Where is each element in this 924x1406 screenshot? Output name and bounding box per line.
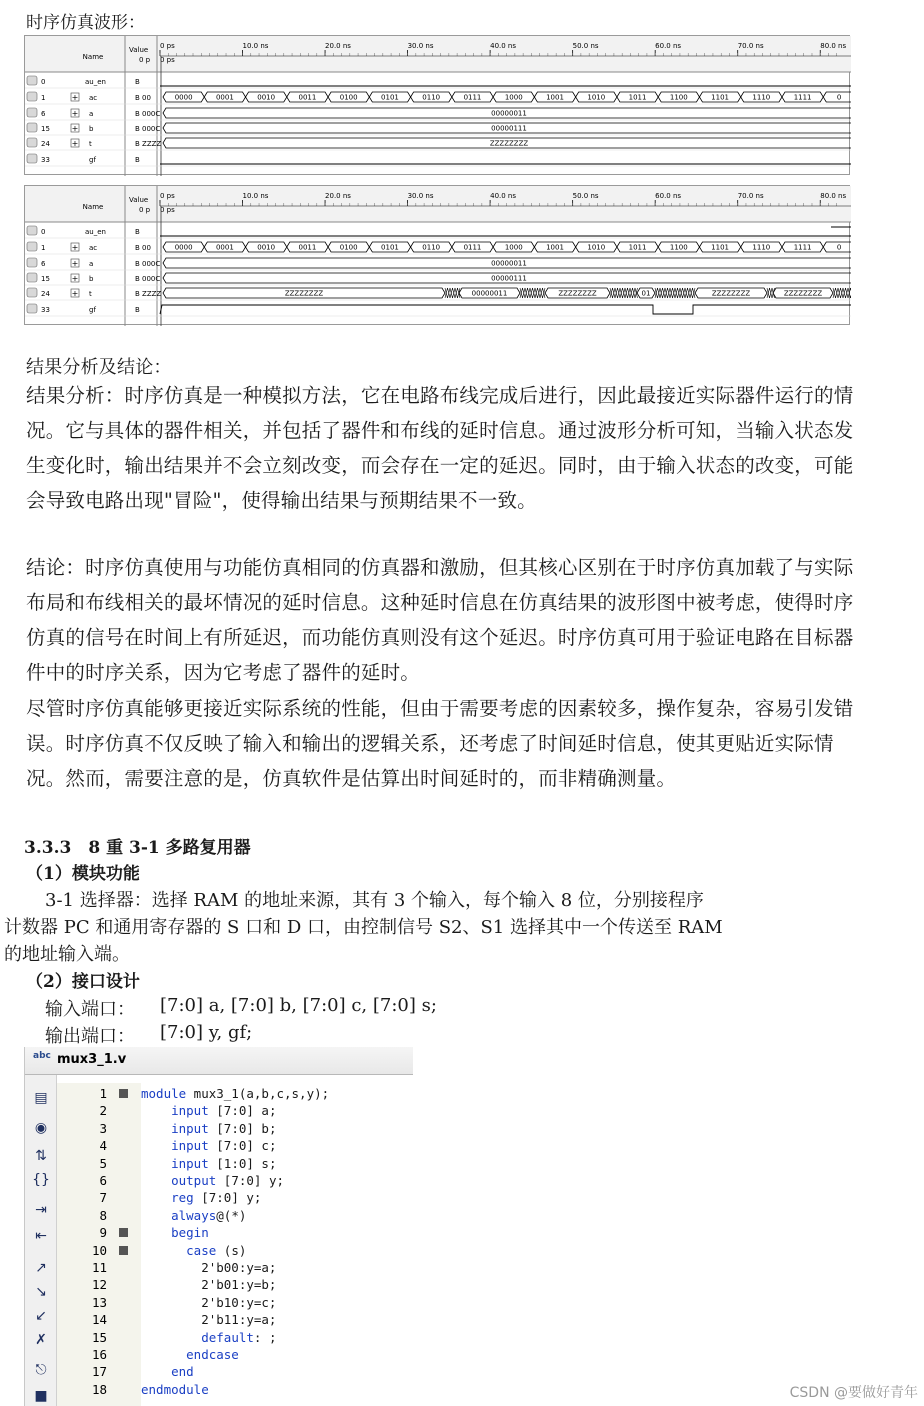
signal-type-icon: [27, 258, 37, 267]
function-line-3: 的地址输入端。: [4, 944, 130, 965]
analysis-heading: 结果分析及结论：: [26, 357, 172, 378]
cursor-time-label: 0 ps: [160, 206, 175, 214]
code-line: input [7:0] b;: [171, 1120, 277, 1136]
unindent-icon[interactable]: ⇤: [35, 1228, 47, 1244]
time-tick-label: 20.0 ns: [325, 192, 351, 200]
signal-value: B 00: [135, 244, 151, 252]
expand-plus: +: [71, 243, 79, 252]
signal-value: B: [135, 156, 140, 164]
time-tick-label: 50.0 ns: [572, 192, 599, 200]
bookmark-prev-icon[interactable]: ↙: [35, 1308, 47, 1324]
signal-value: B: [135, 306, 140, 314]
ac-bus-segment-label: 0100: [339, 243, 358, 252]
b-bus-label: 00000111: [491, 274, 527, 283]
waveform-header-bg: [25, 186, 851, 222]
signal-index: 6: [41, 260, 46, 268]
time-tick-label: 70.0 ns: [737, 192, 764, 200]
analysis-paragraph: 结果分析：时序仿真是一种模拟方法，它在电路布线完成后进行，因此最接近实际器件运行的情况。它与具体的器件相关，并包括了器件和布线的延时信息。通过波形分析可知，当输入状态发生变化时，输出结果并不会立刻改变，而会存在一定的延迟。同时，由于输入状态的改变，可能会导致电路出现"冒险"，使得输出结果与预期结果不一致。: [26, 384, 854, 512]
line-number: 9: [99, 1225, 107, 1241]
verilog-file-icon: abc: [33, 1051, 51, 1061]
time-tick-label: 10.0 ns: [242, 42, 269, 50]
signal-index: 24: [41, 290, 50, 298]
expand-plus: +: [71, 93, 79, 102]
signal-row: [27, 258, 160, 268]
editor-tab[interactable]: [25, 1047, 413, 1075]
ac-bus-segment-label: 1001: [546, 93, 564, 102]
signal-index: 0: [41, 228, 46, 236]
time-tick-label: 40.0 ns: [490, 192, 517, 200]
ac-bus-segment-label: 1010: [587, 243, 606, 252]
signal-type-icon: [27, 154, 37, 163]
function-line-2: 计数器 PC 和通用寄存器的 S 口和 D 口，由控制信号 S2、S1 选择其中一个传送至 RAM: [4, 917, 723, 938]
signal-row: [27, 138, 161, 148]
signal-name: au_en: [85, 78, 106, 86]
column-value-header: Value: [129, 196, 149, 204]
signal-type-icon: [27, 76, 37, 85]
ac-bus-segment-label: 0000: [174, 243, 193, 252]
signal-index: 15: [41, 275, 50, 283]
code-line: input [1:0] s;: [171, 1155, 277, 1171]
signal-name: t: [89, 290, 92, 298]
line-number: 6: [99, 1173, 107, 1188]
fold-toggle-icon[interactable]: [119, 1246, 128, 1255]
column-name-header: Name: [82, 53, 104, 61]
code-line: begin: [171, 1225, 209, 1241]
signal-row: [27, 76, 140, 86]
replace-icon[interactable]: ⇅: [35, 1148, 47, 1164]
line-number: 10: [91, 1242, 107, 1258]
ac-bus-segment-label: 1001: [546, 243, 564, 252]
code-editor: [24, 1047, 412, 1406]
t-bus-segment-label: 01: [641, 289, 651, 298]
expand-plus: +: [71, 139, 79, 148]
t-bus-label: ZZZZZZZZ: [489, 139, 529, 148]
signal-value: B 000C: [135, 110, 161, 118]
expand-plus: +: [71, 259, 79, 268]
signal-index: 33: [41, 306, 50, 314]
watermark: CSDN @要做好青年: [789, 1385, 918, 1401]
signal-index: 33: [41, 156, 50, 164]
signal-row: [27, 288, 161, 298]
ac-bus-segment-label: 0110: [422, 243, 441, 252]
line-number: 13: [91, 1294, 107, 1310]
signal-value: B ZZZZ: [135, 140, 162, 148]
time-tick-label: 0 ps: [160, 42, 175, 50]
signal-index: 0: [41, 78, 46, 86]
time-tick-label: 30.0 ns: [407, 192, 434, 200]
line-number: 17: [91, 1364, 107, 1380]
gf-waveform: [160, 305, 851, 314]
signal-name: ac: [89, 244, 98, 252]
signal-name: ac: [89, 94, 98, 102]
subsection-module-function: （1）模块功能: [26, 864, 140, 884]
line-number-gutter: [57, 1083, 141, 1406]
signal-index: 15: [41, 125, 50, 133]
ac-bus-segment-label: 0101: [381, 93, 399, 102]
ac-bus-segment-label: 1000: [504, 243, 523, 252]
line-number: 8: [99, 1207, 107, 1223]
bookmark-toggle-icon[interactable]: ↗: [35, 1260, 47, 1276]
time-tick-label: 80.0 ns: [820, 192, 847, 200]
brace-icon[interactable]: {}: [32, 1172, 50, 1188]
signal-value: B: [135, 228, 140, 236]
fold-toggle-icon[interactable]: [119, 1089, 128, 1098]
t-bus-segment-label: ZZZZZZZZ: [284, 289, 324, 298]
time-tick-label: 20.0 ns: [325, 42, 351, 50]
ac-bus-segment-label: 1011: [628, 243, 647, 252]
ac-bus-segment-label: 1110: [752, 243, 771, 252]
time-tick-label: 0 ps: [160, 192, 175, 200]
waveform-svg: [25, 36, 851, 176]
code-line: always@(*): [171, 1207, 247, 1223]
cursor-time-label: 0 ps: [160, 56, 175, 64]
time-tick-label: 50.0 ns: [572, 42, 599, 50]
code-line: end: [171, 1364, 194, 1380]
bookmark-next-icon[interactable]: ↘: [35, 1284, 47, 1300]
signal-row: [27, 123, 160, 133]
time-tick-label: 10.0 ns: [242, 192, 269, 200]
signal-value: B 00: [135, 94, 151, 102]
timing-waveform-2: [24, 185, 850, 325]
signal-row: [27, 108, 160, 118]
code-line: 2'b10:y=c;: [141, 1294, 277, 1310]
line-number: 18: [91, 1381, 107, 1397]
column-value-subheader: 0 p: [139, 206, 151, 214]
ac-bus-segment-label: 1111: [793, 93, 812, 102]
ac-bus-segment-label: 1100: [669, 93, 688, 102]
ac-bus-segment-label: 0000: [174, 93, 193, 102]
line-number: 12: [91, 1277, 107, 1293]
bookmark-clear-icon[interactable]: ✗: [35, 1332, 47, 1348]
code-line: 2'b11:y=a;: [141, 1312, 277, 1328]
conclusion-paragraph-2: 尽管时序仿真能够更接近实际系统的性能，但由于需要考虑的因素较多，操作复杂，容易引发错误。时序仿真不仅反映了输入和输出的逻辑关系，还考虑了时间延时信息，使其更贴近实际情况。然而，需要注意的是，仿真软件是估算出时间延时的，而非精确测量。: [26, 697, 854, 790]
expand-plus: +: [71, 124, 79, 133]
ac-bus-segment-label: 0011: [298, 243, 317, 252]
time-tick-label: 80.0 ns: [820, 42, 847, 50]
signal-type-icon: [27, 108, 37, 117]
signal-index: 6: [41, 110, 46, 118]
input-ports-label: 输入端口：: [45, 999, 135, 1020]
ac-bus-segment-label: 0: [836, 243, 842, 252]
ac-bus-segment-label: 1011: [628, 93, 647, 102]
indent-icon[interactable]: ⇥: [35, 1202, 47, 1218]
line-number: 11: [91, 1260, 107, 1275]
line-number: 4: [99, 1138, 107, 1154]
signal-name: t: [89, 140, 92, 148]
code-line: input [7:0] a;: [171, 1103, 277, 1119]
ac-bus-segment-label: 0010: [257, 243, 276, 252]
waveform-svg: [25, 186, 851, 326]
line-number: 3: [99, 1120, 107, 1136]
line-number: 16: [91, 1347, 107, 1362]
code-line: case (s): [186, 1242, 247, 1258]
waveform-header-bg: [25, 36, 851, 72]
signal-type-icon: [27, 226, 37, 235]
signal-index: 1: [41, 94, 46, 102]
time-tick-label: 70.0 ns: [737, 42, 764, 50]
subsection-interface: （2）接口设计: [26, 972, 140, 992]
code-line: default: ;: [201, 1329, 277, 1345]
block-comment-icon[interactable]: ■: [34, 1388, 48, 1404]
ac-bus-segment-label: 0001: [215, 93, 234, 102]
signal-name: gf: [89, 306, 96, 314]
a-bus-label: 00000011: [491, 259, 527, 268]
ac-bus-segment-label: 1000: [504, 93, 523, 102]
timing-waveform-1: [24, 35, 850, 175]
ac-bus-segment-label: 1101: [711, 243, 729, 252]
signal-name: b: [89, 275, 94, 283]
ac-bus-segment-label: 0100: [339, 93, 358, 102]
expand-plus: +: [71, 109, 79, 118]
t-bus-segment-label: 00000011: [471, 289, 508, 298]
column-name-header: Name: [82, 203, 104, 211]
output-ports: [7:0] y, gf;: [160, 1022, 253, 1043]
signal-name: gf: [89, 156, 96, 164]
code-line: reg [7:0] y;: [171, 1190, 262, 1206]
signal-value: B: [135, 78, 140, 86]
ac-bus-segment-label: 1101: [711, 93, 729, 102]
ac-bus-segment-label: 0001: [215, 243, 234, 252]
attach-icon[interactable]: ⎋: [35, 1362, 47, 1378]
column-value-header: Value: [129, 46, 149, 54]
ac-bus-segment-label: 0111: [463, 243, 482, 252]
editor-toolbar: [25, 1075, 57, 1406]
line-number: 1: [99, 1086, 107, 1101]
signal-type-icon: [27, 288, 37, 297]
signal-value: B ZZZZ: [135, 290, 162, 298]
function-line-1: 3-1 选择器：选择 RAM 的地址来源，其有 3 个输入，每个输入 8 位，分别接程序: [45, 890, 704, 911]
code-line: output [7:0] y;: [171, 1173, 284, 1188]
simulation-heading: 时序仿真波形：: [26, 13, 145, 33]
line-number: 7: [99, 1190, 107, 1206]
ac-bus-segment-label: 0: [836, 93, 842, 102]
expand-plus: +: [71, 274, 79, 283]
editor-filename: mux3_1.v: [57, 1052, 127, 1067]
signal-row: [27, 92, 151, 102]
t-bus-segment-label: ZZZZZZZZ: [711, 289, 751, 298]
signal-type-icon: [27, 138, 37, 147]
signal-value: B 000C: [135, 260, 161, 268]
ac-bus-segment-label: 1100: [669, 243, 688, 252]
ac-bus-segment-label: 0110: [422, 93, 441, 102]
print-icon[interactable]: ▤: [34, 1090, 48, 1106]
signal-name: b: [89, 125, 94, 133]
t-bus-segment-label: ZZZZZZZZ: [783, 289, 823, 298]
code-line: endmodule: [141, 1381, 209, 1397]
signal-row: [27, 242, 151, 252]
code-line: input [7:0] c;: [171, 1138, 277, 1154]
code-line: module mux3_1(a,b,c,s,y);: [141, 1086, 330, 1101]
output-ports-label: 输出端口：: [45, 1026, 135, 1047]
expand-plus: +: [71, 289, 79, 298]
time-tick-label: 40.0 ns: [490, 42, 517, 50]
signal-index: 1: [41, 244, 46, 252]
signal-index: 24: [41, 140, 50, 148]
signal-type-icon: [27, 92, 37, 101]
signal-row: [27, 154, 140, 164]
ac-bus-segment-label: 0010: [257, 93, 276, 102]
ac-bus-segment-label: 0101: [381, 243, 399, 252]
code-line: 2'b01:y=b;: [141, 1277, 277, 1293]
ac-bus-segment-label: 0011: [298, 93, 317, 102]
signal-name: a: [89, 260, 94, 268]
line-number: 14: [91, 1312, 107, 1328]
line-number: 5: [99, 1155, 107, 1171]
signal-name: au_en: [85, 228, 106, 236]
line-number: 2: [99, 1103, 107, 1119]
code-line: 2'b00:y=a;: [141, 1260, 277, 1275]
ac-bus-segment-label: 0111: [463, 93, 482, 102]
a-bus-label: 00000011: [491, 109, 527, 118]
time-tick-label: 30.0 ns: [407, 42, 434, 50]
code-line: endcase: [186, 1347, 239, 1362]
line-number: 15: [91, 1329, 107, 1345]
signal-row: [27, 273, 160, 283]
time-tick-label: 60.0 ns: [655, 42, 682, 50]
b-bus-label: 00000111: [491, 124, 527, 133]
signal-value: B 000C: [135, 125, 161, 133]
input-ports: [7:0] a, [7:0] b, [7:0] c, [7:0] s;: [160, 995, 437, 1016]
signal-type-icon: [27, 304, 37, 313]
signal-value: B 000C: [135, 275, 161, 283]
signal-type-icon: [27, 123, 37, 132]
time-tick-label: 60.0 ns: [655, 192, 682, 200]
section-title: 3.3.3 8 重 3-1 多路复用器: [24, 838, 251, 858]
signal-type-icon: [27, 242, 37, 251]
signal-name: a: [89, 110, 94, 118]
conclusion-paragraph: 结论：时序仿真使用与功能仿真相同的仿真器和激励，但其核心区别在于时序仿真加载了与实际布局和布线相关的最坏情况的延时信息。这种延时信息在仿真结果的波形图中被考虑，使得时序仿真的信号在时间上有所延迟，而功能仿真则没有这个延迟。时序仿真可用于验证电路在目标器件中的时序关系，因为它考虑了器件的延时。: [26, 556, 854, 684]
find-icon[interactable]: ◉: [34, 1120, 48, 1136]
ac-bus-segment-label: 1111: [793, 243, 812, 252]
ac-bus-segment-label: 1010: [587, 93, 606, 102]
signal-type-icon: [27, 273, 37, 282]
signal-row: [27, 226, 140, 236]
fold-toggle-icon[interactable]: [119, 1228, 128, 1237]
t-bus-segment-label: ZZZZZZZZ: [558, 289, 597, 298]
ac-bus-segment-label: 1110: [752, 93, 771, 102]
signal-row: [27, 304, 140, 314]
column-value-subheader: 0 p: [139, 56, 151, 64]
code-area[interactable]: [141, 1083, 413, 1406]
